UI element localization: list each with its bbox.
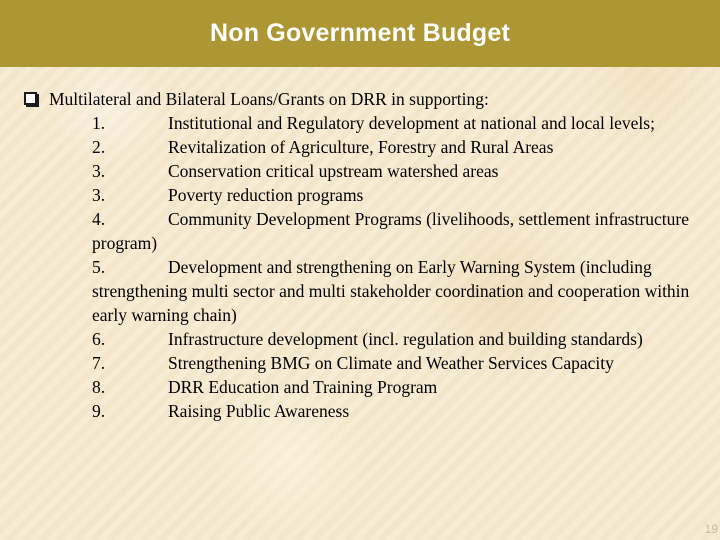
intro-text: Multilateral and Bilateral Loans/Grants on DRR in supporting: (49, 89, 489, 109)
list-item (92, 255, 697, 327)
item-number: 4. (92, 209, 106, 229)
page-number: 19 (704, 522, 718, 536)
page-title: Non Government Budget (209, 19, 511, 47)
item-number: 5. (92, 257, 106, 277)
item-text: Conservation critical upstream watershed areas (168, 161, 499, 181)
item-number: 6. (92, 329, 106, 349)
intro-line (24, 87, 694, 111)
item-text: Infrastructure development (incl. regulation and building standards) (168, 329, 643, 349)
list-item (92, 135, 697, 159)
checkbox-bullet-icon (24, 87, 43, 111)
item-text: Raising Public Awareness (168, 401, 350, 421)
slide-content (24, 87, 694, 423)
item-number: 3. (92, 161, 106, 181)
item-text: Revitalization of Agriculture, Forestry and Rural Areas (168, 137, 554, 157)
list-item (92, 111, 697, 135)
item-text: Community Development Programs (livelihoods, settlement infrastructure program) (92, 209, 690, 253)
item-number: 3. (92, 185, 106, 205)
item-number: 2. (92, 137, 106, 157)
list-item (92, 399, 697, 423)
item-number: 8. (92, 377, 106, 397)
list-item (92, 207, 697, 255)
item-number: 1. (92, 113, 106, 133)
item-number: 9. (92, 401, 106, 421)
list-item (92, 183, 697, 207)
item-text: Strengthening BMG on Climate and Weather Services Capacity (168, 353, 614, 373)
item-text: Poverty reduction programs (168, 185, 364, 205)
item-number: 7. (92, 353, 106, 373)
item-list (92, 111, 697, 423)
list-item (92, 351, 697, 375)
list-item (92, 375, 697, 399)
list-item (92, 159, 697, 183)
item-text: Development and strengthening on Early Warning System (including strengthening multi sector and multi stakeholder coordination and cooperation within early warning chain) (92, 257, 690, 325)
title-bar (0, 0, 720, 67)
item-text: Institutional and Regulatory development at national and local levels; (168, 113, 655, 133)
item-text: DRR Education and Training Program (168, 377, 438, 397)
list-item (92, 327, 697, 351)
